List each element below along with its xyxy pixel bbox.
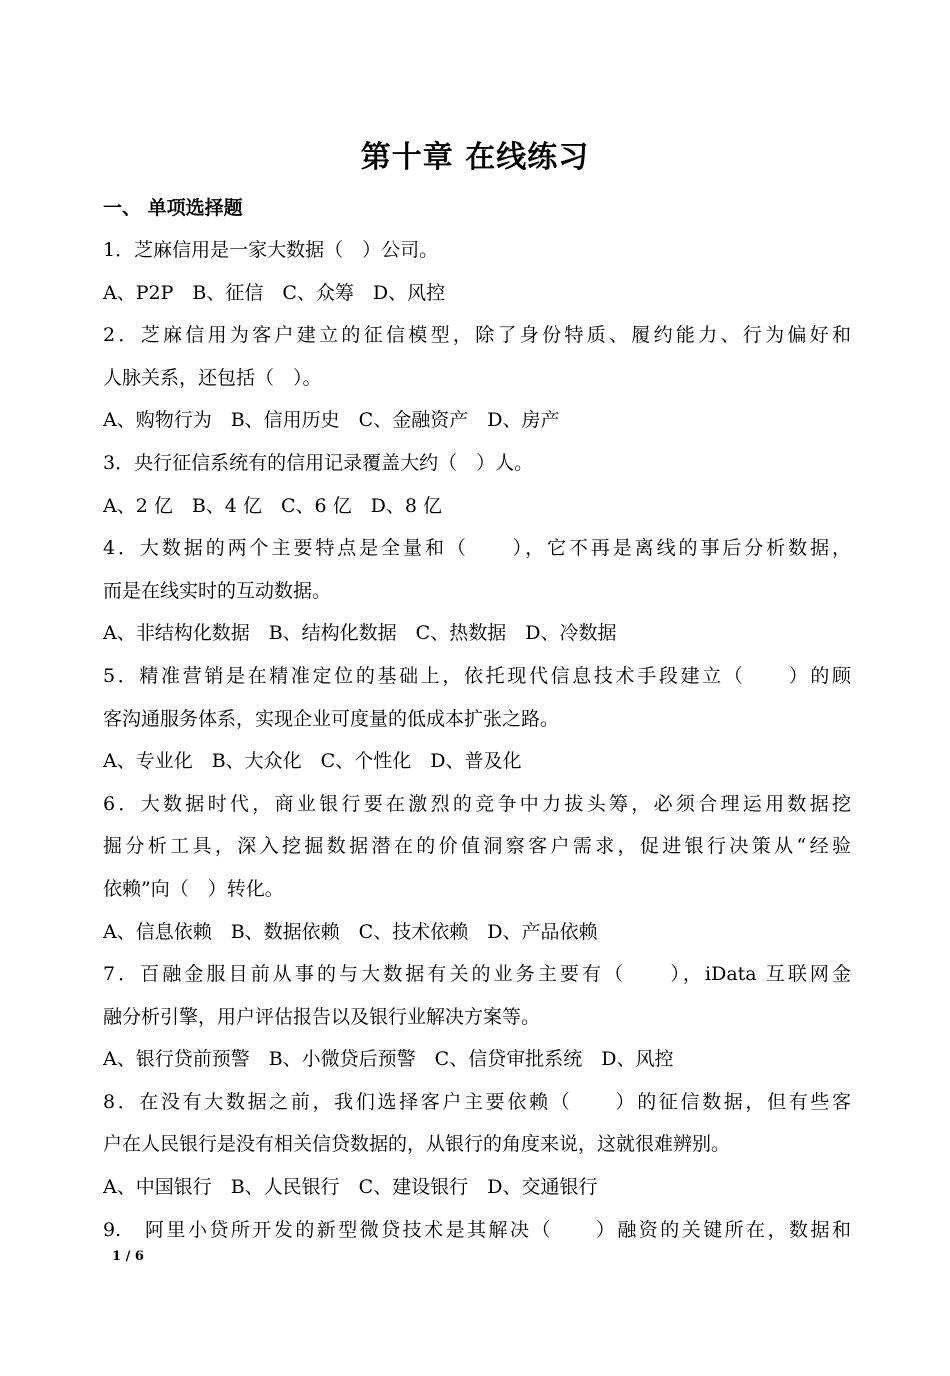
- question-line: 7．百融金服目前从事的与大数据有关的业务主要有（ ），iData 互联网金: [103, 963, 851, 986]
- answer-options: A、2 亿 B、4 亿 C、6 亿 D、8 亿: [103, 494, 442, 517]
- question-line: 户在人民银行是没有相关信贷数据的，从银行的角度来说，这就很难辨别。: [103, 1133, 731, 1156]
- question-line: 客沟通服务体系，实现企业可度量的低成本扩张之路。: [103, 707, 560, 730]
- page-title: 第十章 在线练习: [360, 140, 590, 175]
- answer-options: A、信息依赖 B、数据依赖 C、技术依赖 D、产品依赖: [103, 920, 598, 943]
- question-line: 1．芝麻信用是一家大数据（ ）公司。: [103, 239, 439, 261]
- answer-options: A、银行贷前预警 B、小微贷后预警 C、信贷审批系统 D、风控: [103, 1048, 674, 1071]
- question-line: 4．大数据的两个主要特点是全量和（ ），它不再是离线的事后分析数据，: [103, 537, 851, 560]
- page-number: 1 / 6: [112, 1249, 144, 1264]
- answer-options: A、P2P B、征信 C、众筹 D、风控: [103, 281, 446, 304]
- question-line: 而是在线实时的互动数据。: [103, 579, 332, 602]
- answer-options: A、购物行为 B、信用历史 C、金融资产 D、房产: [103, 409, 560, 432]
- question-line: 人脉关系，还包括（ ）。: [103, 366, 322, 389]
- question-line: 依赖”向（ ）转化。: [103, 877, 284, 900]
- question-line: 6．大数据时代，商业银行要在激烈的竞争中力拔头筹，必须合理运用数据挖: [103, 792, 851, 815]
- question-line: 8．在没有大数据之前，我们选择客户主要依赖（ ）的征信数据，但有些客: [103, 1090, 851, 1113]
- question-line: 9. 阿里小贷所开发的新型微贷技术是其解决（ ）融资的关键所在，数据和: [103, 1218, 851, 1241]
- question-line: 3．央行征信系统有的信用记录覆盖大约（ ）人。: [103, 451, 534, 474]
- question-line: 融分析引擎，用户评估报告以及银行业解决方案等。: [103, 1005, 541, 1028]
- question-line: 2．芝麻信用为客户建立的征信模型，除了身份特质、履约能力、行为偏好和: [103, 324, 851, 347]
- section-heading: 一、 单项选择题: [103, 197, 243, 219]
- answer-options: A、专业化 B、大众化 C、个性化 D、普及化: [103, 750, 522, 773]
- document-body: [103, 229, 851, 1251]
- answer-options: A、中国银行 B、人民银行 C、建设银行 D、交通银行: [103, 1176, 598, 1199]
- question-line: 掘分析工具，深入挖掘数据潜在的价值洞察客户需求，促进银行决策从“经验: [103, 835, 851, 858]
- answer-options: A、非结构化数据 B、结构化数据 C、热数据 D、冷数据: [103, 622, 617, 645]
- question-line: 5．精准营销是在精准定位的基础上，依托现代信息技术手段建立（ ）的顾: [103, 664, 851, 687]
